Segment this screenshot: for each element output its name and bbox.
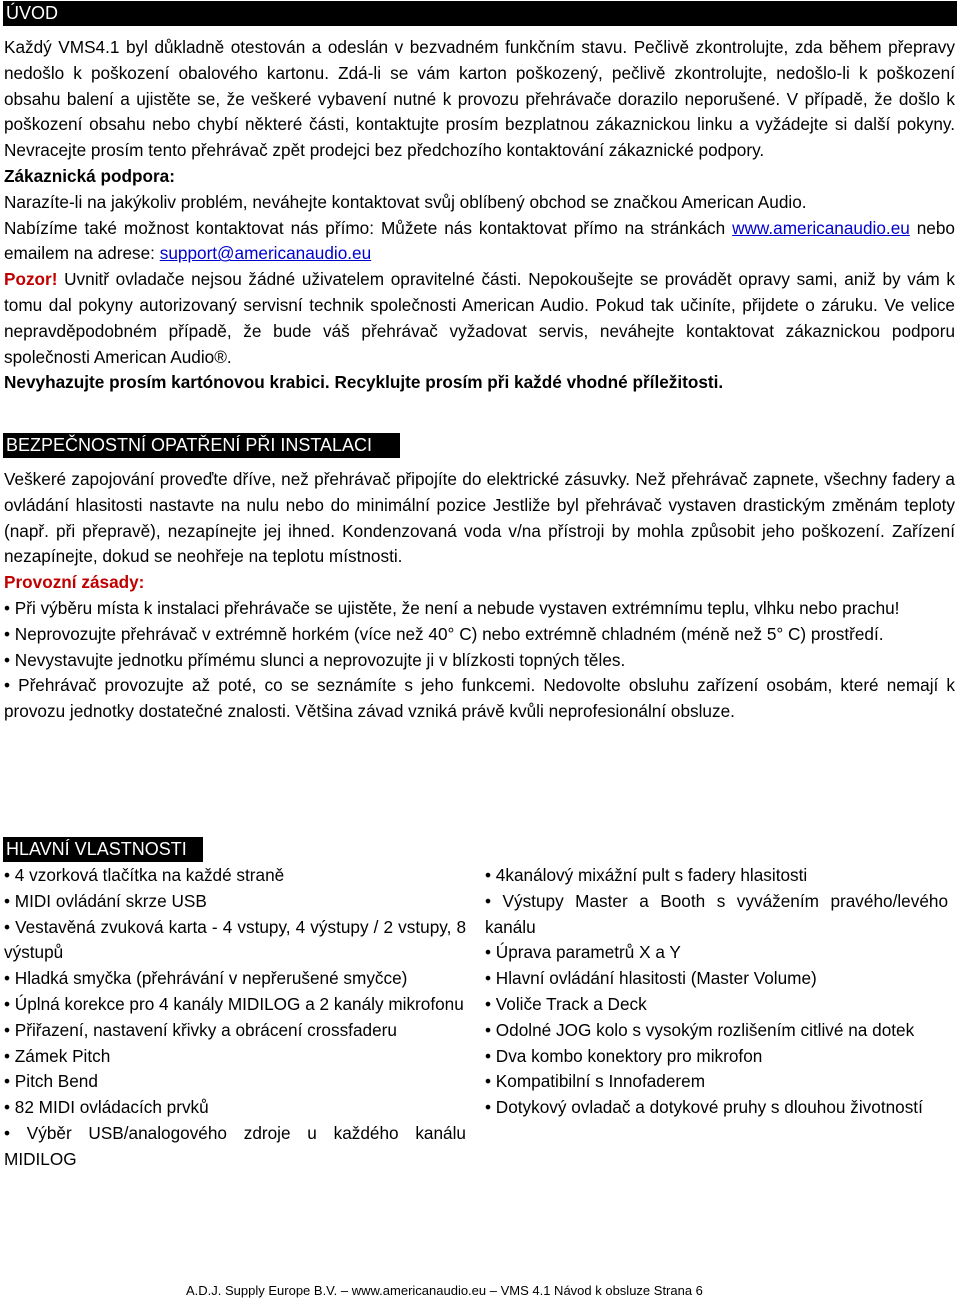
feature-item: • Dotykový ovladač a dotykové pruhy s dlouhou životností bbox=[485, 1097, 923, 1118]
feature-item: • MIDI ovládání skrze USB bbox=[4, 890, 207, 911]
support-text: Nabízíme také možnost kontaktovat nás přímo: Můžete nás kontaktovat přímo na stránkách bbox=[4, 217, 733, 238]
safety-text-b: Než přehrávač zapnete, všechny fadery a ovládání hlasitosti nastavte na nulu nebo do minimální pozice Jestliže byl přehrávač vystaven drastickým změnám teploty (např. při přepravě), nezapínejte jej ihned. bbox=[4, 469, 955, 541]
pozor-text-d: Ve velice nepravděpodobném případě, že bude váš přehrávač vyžadovat servis, neváhejte kontaktovat zákaznickou podporu společnosti American Audio®. bbox=[4, 294, 955, 367]
pozor-text-b: Nepokoušejte se provádět opravy sami, aniž by vám k tomu dal pokyny autorizovaný servisní technik společnosti American Audio. bbox=[4, 269, 955, 315]
website-link[interactable]: www.americanaudio.eu bbox=[732, 217, 910, 238]
support-paragraph-1: Narazíte-li na jakýkoliv problém, neváhejte kontaktovat svůj oblíbený obchod se značkou American Audio. bbox=[4, 191, 807, 212]
pozor-text-a: Uvnitř ovladače nejsou žádné uživatelem opravitelné části. bbox=[57, 269, 522, 290]
section-header-features: HLAVNÍ VLASTNOSTI bbox=[3, 837, 203, 862]
feature-item: • 82 MIDI ovládacích prvků bbox=[4, 1097, 209, 1118]
uvod-text-b: Pečlivě zkontrolujte, zda během přepravy nedošlo k poškození obalového kartonu. Zdá-li se vám karton poškozený, pečlivě zkontrolujte, nedošlo-li k poškození obsahu balení a ujistěte se, že veškeré vybavení nutné k provozu přehrávače dorazilo neporušené. bbox=[4, 37, 955, 109]
pozor-paragraph bbox=[4, 267, 955, 370]
feature-item: • Voliče Track a Deck bbox=[485, 993, 647, 1014]
uvod-paragraph bbox=[4, 35, 955, 164]
uvod-block bbox=[4, 35, 955, 396]
rule-4-text-b: Nedovolte obsluhu zařízení osobám, které nemají k provozu jednotky dostatečné znalosti. bbox=[4, 675, 955, 722]
section-header-safety: BEZPEČNOSTNÍ OPATŘENÍ PŘI INSTALACI bbox=[3, 433, 400, 458]
feature-item: • Zámek Pitch bbox=[4, 1045, 111, 1066]
feature-item: • 4 vzorková tlačítka na každé straně bbox=[4, 865, 285, 885]
uvod-text-a: Každý VMS4.1 byl důkladně otestován a odeslán v bezvadném funkčním stavu. bbox=[4, 37, 634, 57]
feature-item: • Pitch Bend bbox=[4, 1071, 98, 1092]
feature-item: • Výběr USB/analogového zdroje u každého kanálu MIDILOG bbox=[4, 1122, 466, 1169]
feature-item: • Kompatibilní s Innofaderem bbox=[485, 1071, 706, 1092]
page-footer: A.D.J. Supply Europe B.V. – www.americanaudio.eu – VMS 4.1 Návod k obsluze Strana 6 bbox=[186, 1283, 703, 1298]
safety-text-d: Zařízení nezapínejte, dokud se neohřeje na teplotu místnosti. bbox=[4, 520, 955, 567]
features-right-column bbox=[485, 863, 948, 1121]
safety-block bbox=[4, 467, 955, 725]
rule-item-1: • Při výběru místa k instalaci přehrávače se ujistěte, že není a nebude vystaven extrémnímu teplu, vlhku nebo prachu! bbox=[4, 597, 900, 618]
rules-heading: Provozní zásady: bbox=[4, 572, 145, 593]
feature-item: • Hladká smyčka (přehrávání v nepřerušené smyčce) bbox=[4, 968, 408, 989]
support-paragraph-2 bbox=[4, 216, 955, 268]
features-left-column bbox=[4, 863, 466, 1173]
feature-item: • 4kanálový mixážní pult s fadery hlasitosti bbox=[485, 865, 808, 885]
feature-item: • Výstupy Master a Booth s vyvážením pravého/levého kanálu bbox=[485, 890, 948, 937]
feature-item: • Hlavní ovládání hlasitosti (Master Volume) bbox=[485, 968, 817, 989]
safety-text-c: Kondenzovaná voda v/na přístroji by mohla způsobit jeho poškození. bbox=[335, 520, 885, 541]
feature-item: • Přiřazení, nastavení křivky a obrácení crossfaderu bbox=[4, 1019, 397, 1040]
rule-item-4 bbox=[4, 673, 955, 725]
recycle-note: Nevyhazujte prosím kartónovou krabici. Recyklujte prosím při každé vhodné příležitosti. bbox=[4, 372, 724, 393]
rule-4-text-a: • Přehrávač provozujte až poté, co se seznámíte s jeho funkcemi. bbox=[4, 675, 536, 696]
safety-text-a: Veškeré zapojování proveďte dříve, než přehrávač připojíte do elektrické zásuvky. bbox=[4, 469, 631, 489]
pozor-label: Pozor! bbox=[4, 269, 58, 290]
feature-item: • Dva kombo konektory pro mikrofon bbox=[485, 1045, 763, 1066]
support-heading: Zákaznická podpora: bbox=[4, 165, 175, 186]
rule-4-text-c: Většina závad vzniká právě kvůli neprofesionální obsluze. bbox=[290, 701, 735, 722]
rule-item-3: • Nevystavujte jednotku přímému slunci a neprovozujte ji v blízkosti topných těles. bbox=[4, 649, 626, 670]
feature-item: • Úprava parametrů X a Y bbox=[485, 942, 681, 963]
section-header-uvod: ÚVOD bbox=[3, 1, 957, 26]
uvod-text-d: Nevracejte prosím tento přehrávač zpět prodejci bez předchozího kontaktování zákaznické podpory. bbox=[4, 140, 765, 161]
support-text-mid: nebo emailem na adrese: bbox=[4, 217, 955, 264]
pozor-text-c: Pokud tak učiníte, přijdete o záruku. bbox=[588, 294, 878, 315]
uvod-text-c: V případě, že došlo k poškození obsahu nebo chybí některé části, kontaktujte prosím bezplatnou zákaznickou linku a vyžádejte si další pokyny. bbox=[4, 88, 955, 135]
feature-item: • Vestavěná zvuková karta - 4 vstupy, 4 výstupy / 2 vstupy, 8 výstupů bbox=[4, 916, 466, 963]
feature-item: • Odolné JOG kolo s vysokým rozlišením citlivé na dotek bbox=[485, 1019, 915, 1040]
rule-item-2: • Neprovozujte přehrávač v extrémně horkém (více než 40° C) nebo extrémně chladném (méně než 5° C) prostředí. bbox=[4, 623, 884, 644]
safety-paragraph bbox=[4, 467, 955, 570]
feature-item: • Úplná korekce pro 4 kanály MIDILOG a 2 kanály mikrofonu bbox=[4, 993, 464, 1014]
email-link[interactable]: support@americanaudio.eu bbox=[159, 243, 372, 264]
